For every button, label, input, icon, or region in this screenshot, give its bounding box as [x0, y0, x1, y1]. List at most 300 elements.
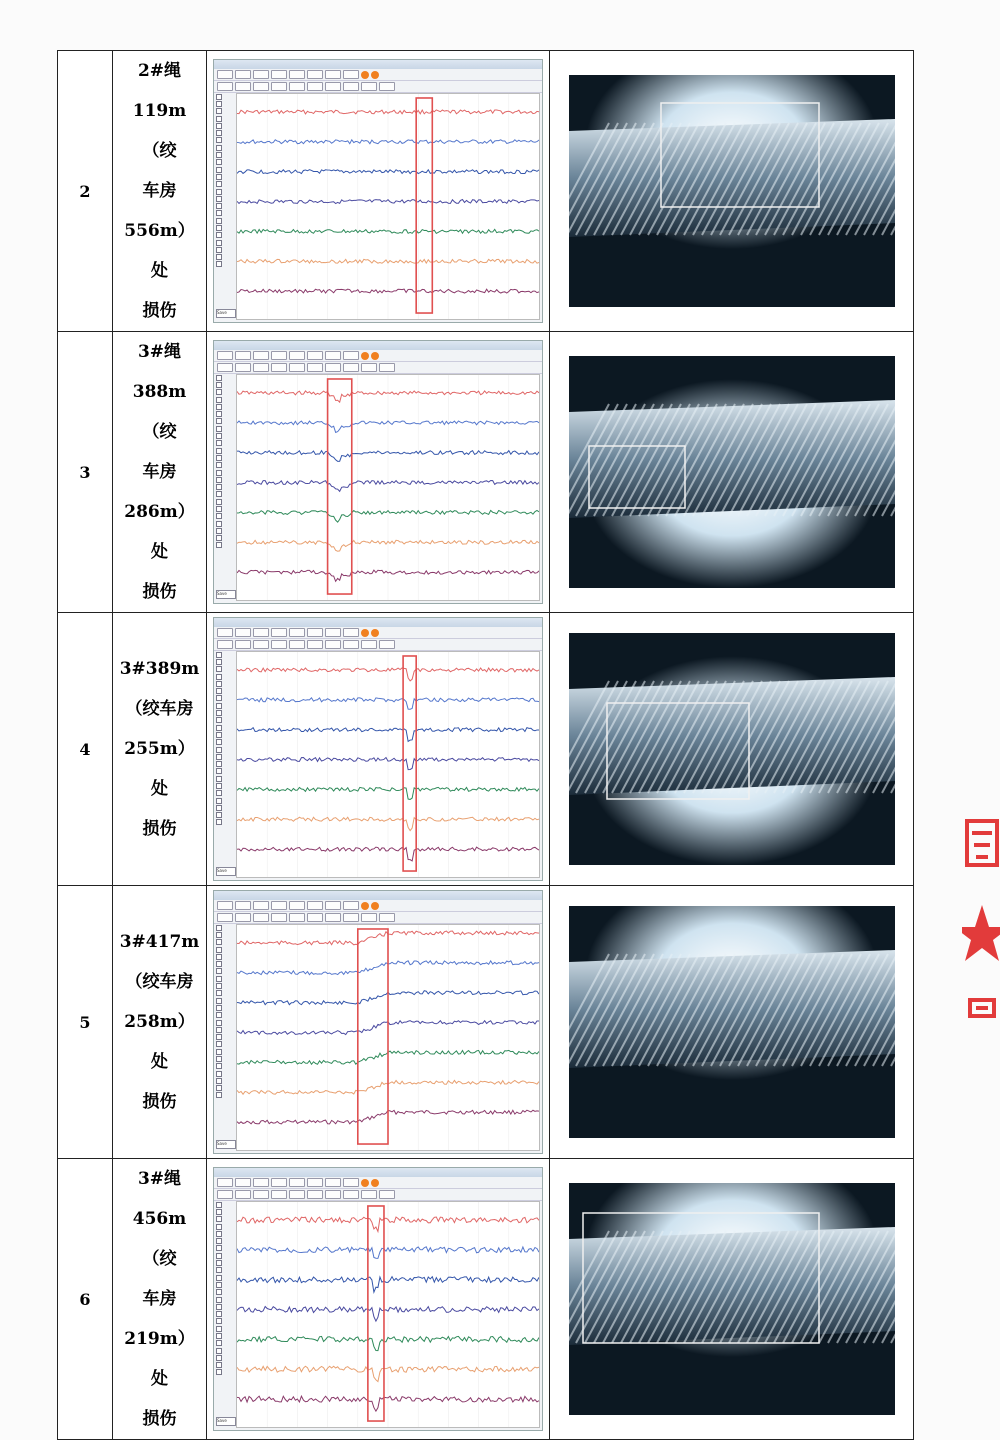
channel-checkbox[interactable]: [216, 542, 236, 549]
toolbar-button[interactable]: [289, 363, 305, 372]
channel-checkbox[interactable]: [216, 425, 236, 432]
checkbox-icon[interactable]: [216, 1355, 222, 1361]
channel-checkbox[interactable]: [216, 1208, 236, 1215]
toolbar-button[interactable]: [343, 1190, 359, 1199]
channel-checkbox[interactable]: [216, 680, 236, 687]
checkbox-icon[interactable]: [216, 1333, 222, 1339]
channel-checkbox[interactable]: [216, 1237, 236, 1244]
checkbox-icon[interactable]: [216, 203, 222, 209]
checkbox-icon[interactable]: [216, 247, 222, 253]
channel-checkbox[interactable]: [216, 491, 236, 498]
checkbox-icon[interactable]: [216, 703, 222, 709]
checkbox-icon[interactable]: [216, 426, 222, 432]
checkbox-icon[interactable]: [216, 462, 222, 468]
toolbar-button[interactable]: [343, 628, 359, 637]
channel-checkbox[interactable]: [216, 651, 236, 658]
checkbox-icon[interactable]: [216, 1369, 222, 1375]
channel-checkbox[interactable]: [216, 232, 236, 239]
checkbox-icon[interactable]: [216, 1340, 222, 1346]
toolbar-button[interactable]: [325, 1190, 341, 1199]
toolbar-button[interactable]: [217, 1178, 233, 1187]
toolbar-button[interactable]: [325, 901, 341, 910]
toolbar-button[interactable]: [217, 70, 233, 79]
checkbox-icon[interactable]: [216, 137, 222, 143]
channel-checkbox[interactable]: [216, 403, 236, 410]
checkbox-icon[interactable]: [216, 145, 222, 151]
save-button[interactable]: Save: [216, 309, 236, 318]
toolbar-button[interactable]: [325, 913, 341, 922]
channel-checkbox[interactable]: [216, 731, 236, 738]
channel-checkbox[interactable]: [216, 527, 236, 534]
checkbox-icon[interactable]: [216, 152, 222, 158]
checkbox-icon[interactable]: [216, 506, 222, 512]
checkbox-icon[interactable]: [216, 1041, 222, 1047]
channel-checkbox[interactable]: [216, 1369, 236, 1376]
checkbox-icon[interactable]: [216, 1231, 222, 1237]
checkbox-icon[interactable]: [216, 812, 222, 818]
toolbar-button[interactable]: [235, 1190, 251, 1199]
checkbox-icon[interactable]: [216, 470, 222, 476]
checkbox-icon[interactable]: [216, 375, 222, 381]
toolbar-button[interactable]: [253, 351, 269, 360]
toolbar-button[interactable]: [235, 351, 251, 360]
toolbar-button[interactable]: [343, 1178, 359, 1187]
toolbar-button[interactable]: [325, 82, 341, 91]
toolbar-button[interactable]: [307, 901, 323, 910]
channel-checkbox[interactable]: [216, 1026, 236, 1033]
channel-checkbox[interactable]: [216, 1063, 236, 1070]
checkbox-icon[interactable]: [216, 674, 222, 680]
toolbar-button[interactable]: [325, 70, 341, 79]
toolbar-button[interactable]: [235, 82, 251, 91]
checkbox-icon[interactable]: [216, 261, 222, 267]
toolbar-button[interactable]: [307, 640, 323, 649]
checkbox-icon[interactable]: [216, 790, 222, 796]
channel-checkbox[interactable]: [216, 432, 236, 439]
toolbar-button[interactable]: [271, 640, 287, 649]
checkbox-icon[interactable]: [216, 1202, 222, 1208]
checkbox-icon[interactable]: [216, 805, 222, 811]
channel-checkbox[interactable]: [216, 673, 236, 680]
toolbar-button[interactable]: [235, 1178, 251, 1187]
toolbar-button[interactable]: [325, 363, 341, 372]
toolbar-button[interactable]: [343, 70, 359, 79]
toolbar-button[interactable]: [343, 351, 359, 360]
checkbox-icon[interactable]: [216, 499, 222, 505]
checkbox-icon[interactable]: [216, 94, 222, 100]
checkbox-icon[interactable]: [216, 159, 222, 165]
checkbox-icon[interactable]: [216, 542, 222, 548]
checkbox-icon[interactable]: [216, 1216, 222, 1222]
toolbar-button[interactable]: [325, 628, 341, 637]
channel-checkbox[interactable]: [216, 1245, 236, 1252]
channel-checkbox[interactable]: [216, 374, 236, 381]
checkbox-icon[interactable]: [216, 1282, 222, 1288]
checkbox-icon[interactable]: [216, 1318, 222, 1324]
checkbox-icon[interactable]: [216, 666, 222, 672]
checkbox-icon[interactable]: [216, 1362, 222, 1368]
toolbar-button[interactable]: [217, 82, 233, 91]
channel-checkbox[interactable]: [216, 1318, 236, 1325]
channel-checkbox[interactable]: [216, 498, 236, 505]
channel-checkbox[interactable]: [216, 535, 236, 542]
checkbox-icon[interactable]: [216, 768, 222, 774]
checkbox-icon[interactable]: [216, 659, 222, 665]
toolbar-button[interactable]: [325, 640, 341, 649]
toolbar-button[interactable]: [307, 363, 323, 372]
checkbox-icon[interactable]: [216, 418, 222, 424]
toolbar-button[interactable]: [289, 1178, 305, 1187]
channel-checkbox[interactable]: [216, 1070, 236, 1077]
channel-checkbox[interactable]: [216, 246, 236, 253]
checkbox-icon[interactable]: [216, 990, 222, 996]
toolbar-button[interactable]: [307, 1178, 323, 1187]
channel-checkbox[interactable]: [216, 739, 236, 746]
toolbar-button[interactable]: [343, 363, 359, 372]
channel-checkbox[interactable]: [216, 188, 236, 195]
toolbar-button[interactable]: [271, 363, 287, 372]
checkbox-icon[interactable]: [216, 1071, 222, 1077]
checkbox-icon[interactable]: [216, 983, 222, 989]
checkbox-icon[interactable]: [216, 998, 222, 1004]
toolbar-button[interactable]: [235, 628, 251, 637]
toolbar-button[interactable]: [235, 640, 251, 649]
channel-checkbox[interactable]: [216, 790, 236, 797]
channel-checkbox[interactable]: [216, 1303, 236, 1310]
toolbar-button[interactable]: [325, 351, 341, 360]
channel-checkbox[interactable]: [216, 797, 236, 804]
channel-checkbox[interactable]: [216, 254, 236, 261]
channel-checkbox[interactable]: [216, 100, 236, 107]
checkbox-icon[interactable]: [216, 1049, 222, 1055]
channel-checkbox[interactable]: [216, 224, 236, 231]
checkbox-icon[interactable]: [216, 1289, 222, 1295]
toolbar-button[interactable]: [253, 1178, 269, 1187]
channel-checkbox[interactable]: [216, 939, 236, 946]
channel-checkbox[interactable]: [216, 1332, 236, 1339]
checkbox-icon[interactable]: [216, 174, 222, 180]
channel-checkbox[interactable]: [216, 1281, 236, 1288]
channel-checkbox[interactable]: [216, 997, 236, 1004]
channel-checkbox[interactable]: [216, 1019, 236, 1026]
channel-checkbox[interactable]: [216, 775, 236, 782]
checkbox-icon[interactable]: [216, 240, 222, 246]
checkbox-icon[interactable]: [216, 484, 222, 490]
toolbar-button[interactable]: [361, 363, 377, 372]
channel-checkbox[interactable]: [216, 960, 236, 967]
toolbar-button[interactable]: [217, 1190, 233, 1199]
toolbar-button[interactable]: [271, 82, 287, 91]
orange-button-icon[interactable]: [371, 352, 379, 360]
orange-button-icon[interactable]: [361, 71, 369, 79]
channel-checkbox[interactable]: [216, 1077, 236, 1084]
checkbox-icon[interactable]: [216, 947, 222, 953]
channel-checkbox[interactable]: [216, 166, 236, 173]
channel-checkbox[interactable]: [216, 115, 236, 122]
channel-checkbox[interactable]: [216, 687, 236, 694]
channel-checkbox[interactable]: [216, 1340, 236, 1347]
channel-checkbox[interactable]: [216, 1252, 236, 1259]
channel-checkbox[interactable]: [216, 202, 236, 209]
channel-checkbox[interactable]: [216, 1012, 236, 1019]
toolbar-button[interactable]: [307, 1190, 323, 1199]
checkbox-icon[interactable]: [216, 167, 222, 173]
toolbar-button[interactable]: [271, 913, 287, 922]
checkbox-icon[interactable]: [216, 232, 222, 238]
checkbox-icon[interactable]: [216, 652, 222, 658]
channel-checkbox[interactable]: [216, 924, 236, 931]
channel-checkbox[interactable]: [216, 144, 236, 151]
channel-checkbox[interactable]: [216, 454, 236, 461]
channel-checkbox[interactable]: [216, 1048, 236, 1055]
checkbox-icon[interactable]: [216, 1304, 222, 1310]
checkbox-icon[interactable]: [216, 1238, 222, 1244]
channel-checkbox[interactable]: [216, 1296, 236, 1303]
checkbox-icon[interactable]: [216, 491, 222, 497]
channel-checkbox[interactable]: [216, 953, 236, 960]
channel-checkbox[interactable]: [216, 968, 236, 975]
toolbar-button[interactable]: [271, 351, 287, 360]
channel-checkbox[interactable]: [216, 129, 236, 136]
channel-checkbox[interactable]: [216, 1004, 236, 1011]
toolbar-button[interactable]: [307, 82, 323, 91]
channel-checkbox[interactable]: [216, 1347, 236, 1354]
channel-checkbox[interactable]: [216, 717, 236, 724]
checkbox-icon[interactable]: [216, 116, 222, 122]
checkbox-icon[interactable]: [216, 1275, 222, 1281]
channel-checkbox[interactable]: [216, 1267, 236, 1274]
checkbox-icon[interactable]: [216, 1224, 222, 1230]
toolbar-button[interactable]: [271, 70, 287, 79]
channel-checkbox[interactable]: [216, 520, 236, 527]
save-button[interactable]: Save: [216, 590, 236, 599]
checkbox-icon[interactable]: [216, 1078, 222, 1084]
toolbar-button[interactable]: [289, 913, 305, 922]
toolbar-button[interactable]: [217, 640, 233, 649]
channel-checkbox[interactable]: [216, 410, 236, 417]
toolbar-button[interactable]: [379, 363, 395, 372]
checkbox-icon[interactable]: [216, 776, 222, 782]
checkbox-icon[interactable]: [216, 798, 222, 804]
toolbar-button[interactable]: [379, 1190, 395, 1199]
toolbar-button[interactable]: [235, 70, 251, 79]
checkbox-icon[interactable]: [216, 695, 222, 701]
channel-checkbox[interactable]: [216, 440, 236, 447]
toolbar-button[interactable]: [343, 913, 359, 922]
channel-checkbox[interactable]: [216, 418, 236, 425]
toolbar-button[interactable]: [217, 351, 233, 360]
toolbar-button[interactable]: [217, 913, 233, 922]
channel-checkbox[interactable]: [216, 1216, 236, 1223]
toolbar-button[interactable]: [307, 913, 323, 922]
checkbox-icon[interactable]: [216, 1260, 222, 1266]
channel-checkbox[interactable]: [216, 768, 236, 775]
checkbox-icon[interactable]: [216, 761, 222, 767]
channel-checkbox[interactable]: [216, 702, 236, 709]
channel-checkbox[interactable]: [216, 1259, 236, 1266]
channel-checkbox[interactable]: [216, 122, 236, 129]
channel-checkbox[interactable]: [216, 195, 236, 202]
checkbox-icon[interactable]: [216, 448, 222, 454]
channel-checkbox[interactable]: [216, 389, 236, 396]
checkbox-icon[interactable]: [216, 925, 222, 931]
channel-checkbox[interactable]: [216, 1055, 236, 1062]
toolbar-button[interactable]: [289, 351, 305, 360]
channel-checkbox[interactable]: [216, 513, 236, 520]
toolbar-button[interactable]: [379, 82, 395, 91]
toolbar-button[interactable]: [289, 70, 305, 79]
channel-checkbox[interactable]: [216, 1230, 236, 1237]
checkbox-icon[interactable]: [216, 528, 222, 534]
toolbar-button[interactable]: [379, 913, 395, 922]
channel-checkbox[interactable]: [216, 381, 236, 388]
checkbox-icon[interactable]: [216, 513, 222, 519]
channel-checkbox[interactable]: [216, 1092, 236, 1099]
save-button[interactable]: Save: [216, 1417, 236, 1426]
channel-checkbox[interactable]: [216, 1201, 236, 1208]
checkbox-icon[interactable]: [216, 477, 222, 483]
channel-checkbox[interactable]: [216, 217, 236, 224]
channel-checkbox[interactable]: [216, 760, 236, 767]
checkbox-icon[interactable]: [216, 108, 222, 114]
channel-checkbox[interactable]: [216, 137, 236, 144]
channel-checkbox[interactable]: [216, 1325, 236, 1332]
channel-checkbox[interactable]: [216, 1085, 236, 1092]
channel-checkbox[interactable]: [216, 695, 236, 702]
channel-checkbox[interactable]: [216, 447, 236, 454]
toolbar-button[interactable]: [307, 70, 323, 79]
checkbox-icon[interactable]: [216, 725, 222, 731]
channel-checkbox[interactable]: [216, 658, 236, 665]
channel-checkbox[interactable]: [216, 746, 236, 753]
checkbox-icon[interactable]: [216, 433, 222, 439]
channel-checkbox[interactable]: [216, 812, 236, 819]
checkbox-icon[interactable]: [216, 1085, 222, 1091]
toolbar-button[interactable]: [289, 1190, 305, 1199]
checkbox-icon[interactable]: [216, 961, 222, 967]
orange-button-icon[interactable]: [371, 902, 379, 910]
toolbar-button[interactable]: [253, 640, 269, 649]
toolbar-button[interactable]: [361, 913, 377, 922]
checkbox-icon[interactable]: [216, 968, 222, 974]
channel-checkbox[interactable]: [216, 724, 236, 731]
checkbox-icon[interactable]: [216, 440, 222, 446]
toolbar-button[interactable]: [343, 640, 359, 649]
checkbox-icon[interactable]: [216, 739, 222, 745]
save-button[interactable]: Save: [216, 1140, 236, 1149]
checkbox-icon[interactable]: [216, 754, 222, 760]
checkbox-icon[interactable]: [216, 688, 222, 694]
channel-checkbox[interactable]: [216, 1354, 236, 1361]
checkbox-icon[interactable]: [216, 1348, 222, 1354]
toolbar-button[interactable]: [361, 82, 377, 91]
toolbar-button[interactable]: [289, 82, 305, 91]
channel-checkbox[interactable]: [216, 1223, 236, 1230]
channel-checkbox[interactable]: [216, 483, 236, 490]
channel-checkbox[interactable]: [216, 946, 236, 953]
checkbox-icon[interactable]: [216, 1267, 222, 1273]
checkbox-icon[interactable]: [216, 101, 222, 107]
channel-checkbox[interactable]: [216, 1274, 236, 1281]
checkbox-icon[interactable]: [216, 1209, 222, 1215]
checkbox-icon[interactable]: [216, 404, 222, 410]
checkbox-icon[interactable]: [216, 710, 222, 716]
toolbar-button[interactable]: [271, 1178, 287, 1187]
checkbox-icon[interactable]: [216, 389, 222, 395]
checkbox-icon[interactable]: [216, 1005, 222, 1011]
checkbox-icon[interactable]: [216, 210, 222, 216]
toolbar-button[interactable]: [307, 628, 323, 637]
channel-checkbox[interactable]: [216, 1310, 236, 1317]
toolbar-button[interactable]: [253, 82, 269, 91]
checkbox-icon[interactable]: [216, 196, 222, 202]
toolbar-button[interactable]: [271, 628, 287, 637]
toolbar-button[interactable]: [361, 1190, 377, 1199]
toolbar-button[interactable]: [253, 1190, 269, 1199]
channel-checkbox[interactable]: [216, 1362, 236, 1369]
checkbox-icon[interactable]: [216, 717, 222, 723]
orange-button-icon[interactable]: [371, 629, 379, 637]
checkbox-icon[interactable]: [216, 130, 222, 136]
channel-checkbox[interactable]: [216, 666, 236, 673]
checkbox-icon[interactable]: [216, 932, 222, 938]
toolbar-button[interactable]: [289, 628, 305, 637]
toolbar-button[interactable]: [307, 351, 323, 360]
channel-checkbox[interactable]: [216, 975, 236, 982]
orange-button-icon[interactable]: [371, 71, 379, 79]
toolbar-button[interactable]: [343, 82, 359, 91]
channel-checkbox[interactable]: [216, 819, 236, 826]
checkbox-icon[interactable]: [216, 411, 222, 417]
toolbar-button[interactable]: [253, 628, 269, 637]
checkbox-icon[interactable]: [216, 939, 222, 945]
checkbox-icon[interactable]: [216, 1092, 222, 1098]
channel-checkbox[interactable]: [216, 93, 236, 100]
checkbox-icon[interactable]: [216, 976, 222, 982]
orange-button-icon[interactable]: [361, 352, 369, 360]
checkbox-icon[interactable]: [216, 1056, 222, 1062]
channel-checkbox[interactable]: [216, 396, 236, 403]
orange-button-icon[interactable]: [371, 1179, 379, 1187]
channel-checkbox[interactable]: [216, 709, 236, 716]
checkbox-icon[interactable]: [216, 225, 222, 231]
checkbox-icon[interactable]: [216, 181, 222, 187]
checkbox-icon[interactable]: [216, 954, 222, 960]
channel-checkbox[interactable]: [216, 753, 236, 760]
orange-button-icon[interactable]: [361, 1179, 369, 1187]
toolbar-button[interactable]: [217, 901, 233, 910]
checkbox-icon[interactable]: [216, 1020, 222, 1026]
checkbox-icon[interactable]: [216, 1063, 222, 1069]
channel-checkbox[interactable]: [216, 159, 236, 166]
checkbox-icon[interactable]: [216, 123, 222, 129]
checkbox-icon[interactable]: [216, 1027, 222, 1033]
checkbox-icon[interactable]: [216, 1326, 222, 1332]
checkbox-icon[interactable]: [216, 535, 222, 541]
checkbox-icon[interactable]: [216, 681, 222, 687]
channel-checkbox[interactable]: [216, 804, 236, 811]
toolbar-button[interactable]: [235, 901, 251, 910]
channel-checkbox[interactable]: [216, 931, 236, 938]
channel-checkbox[interactable]: [216, 181, 236, 188]
checkbox-icon[interactable]: [216, 254, 222, 260]
checkbox-icon[interactable]: [216, 819, 222, 825]
channel-checkbox[interactable]: [216, 505, 236, 512]
checkbox-icon[interactable]: [216, 382, 222, 388]
orange-button-icon[interactable]: [361, 629, 369, 637]
checkbox-icon[interactable]: [216, 1012, 222, 1018]
toolbar-button[interactable]: [253, 901, 269, 910]
